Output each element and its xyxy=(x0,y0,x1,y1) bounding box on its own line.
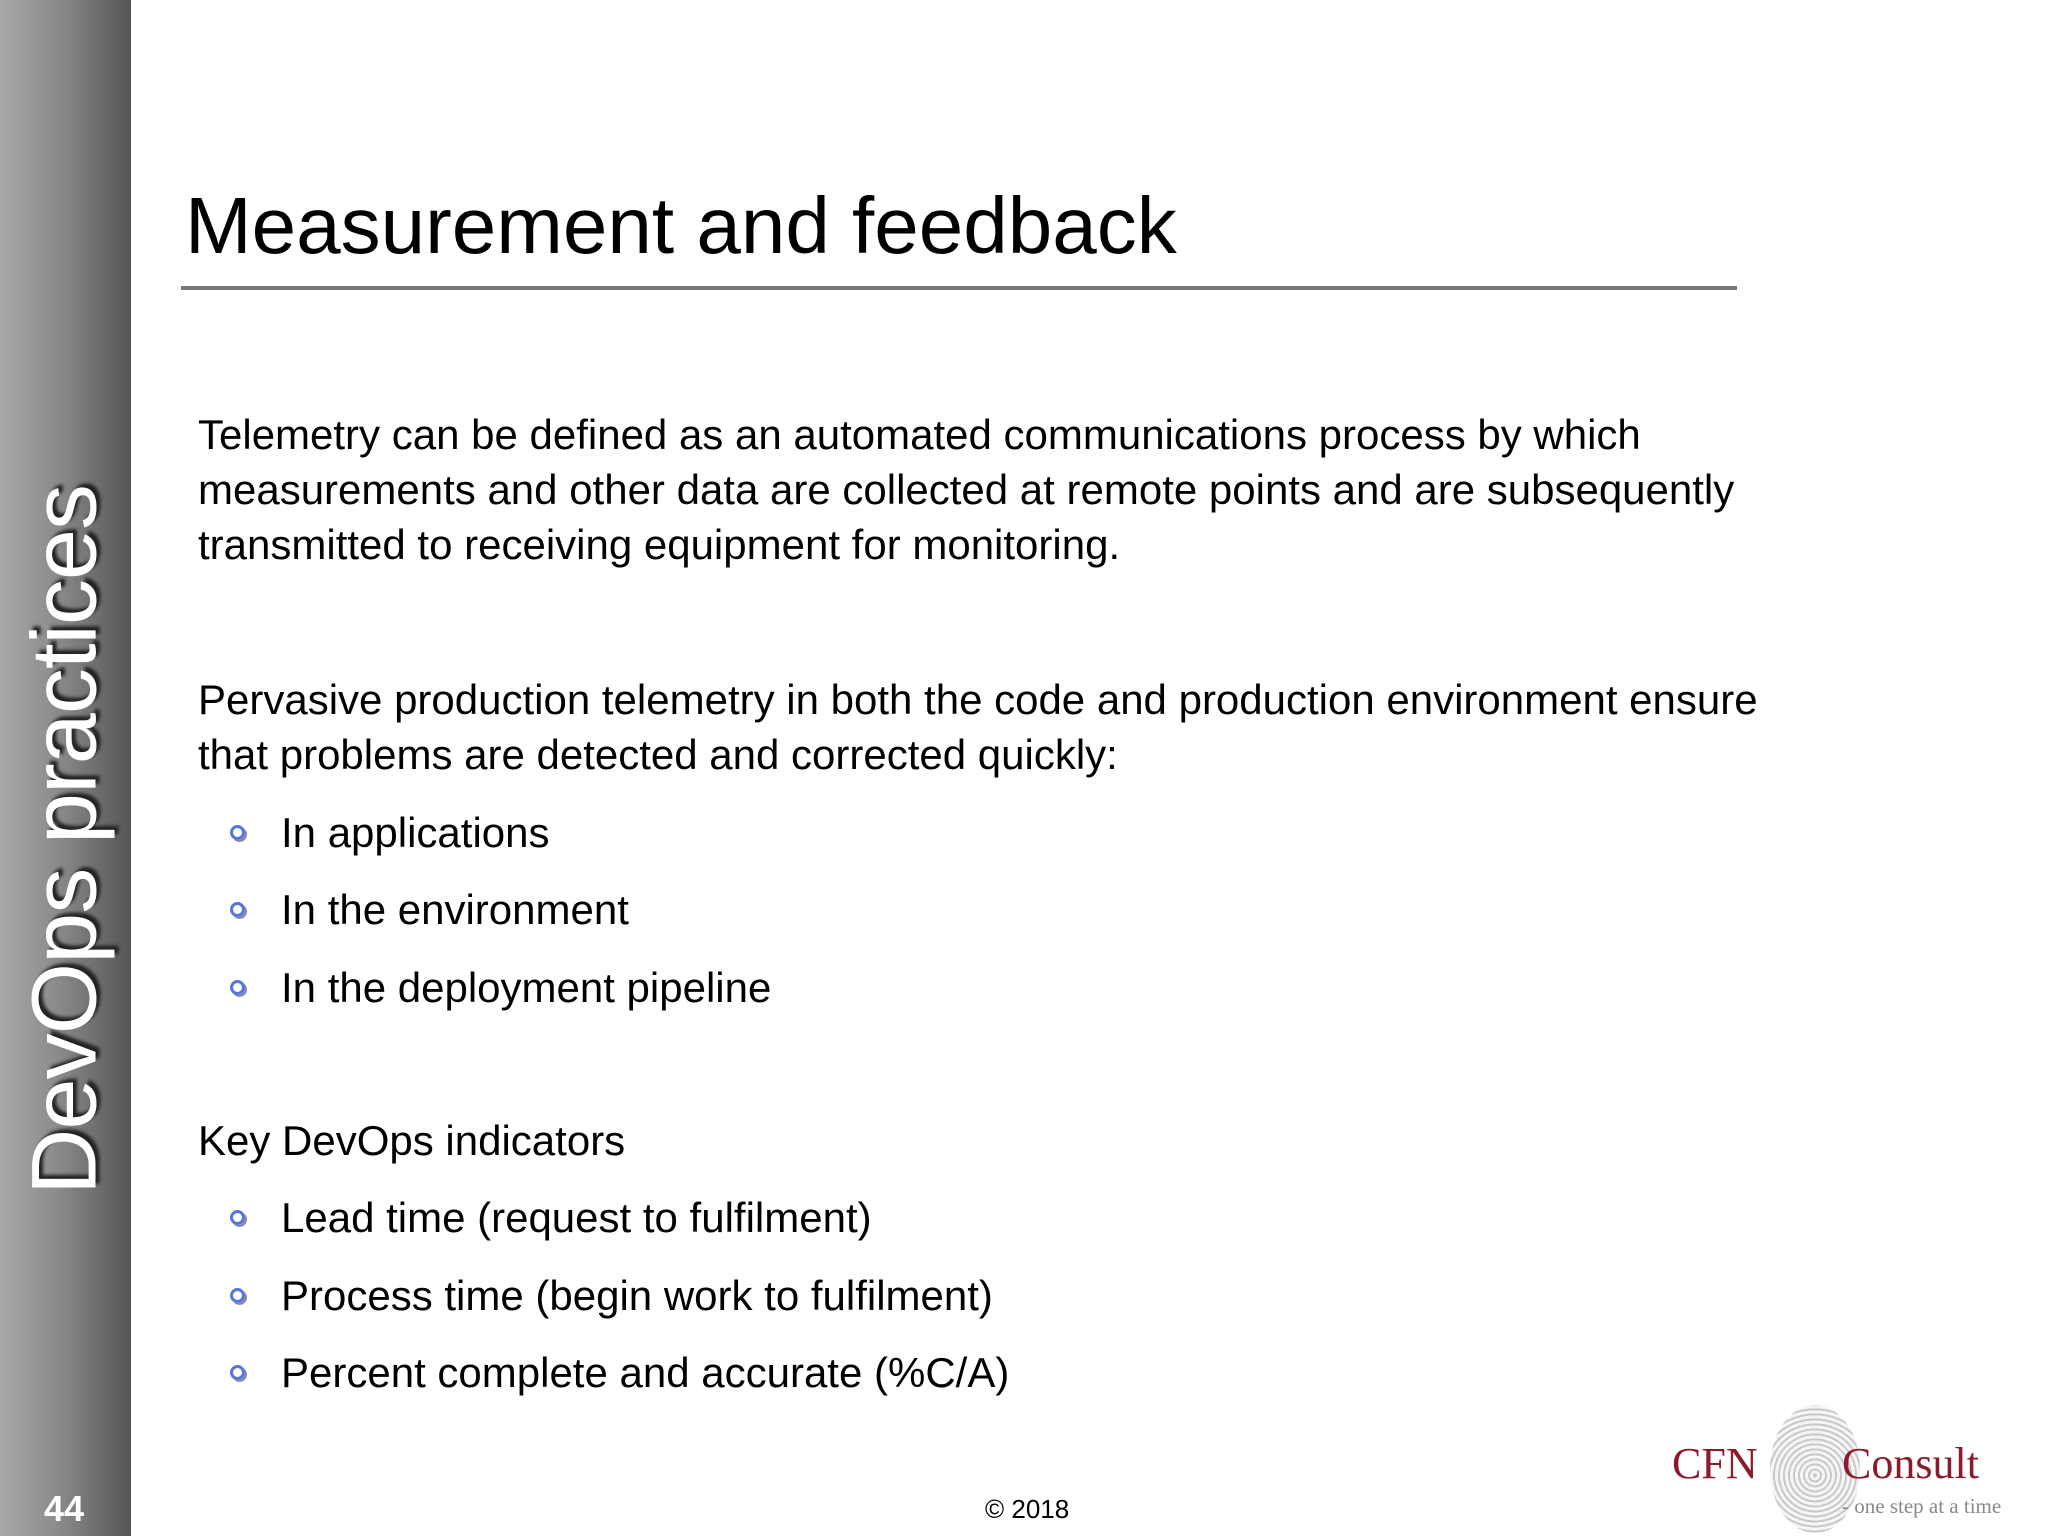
pervasive-paragraph xyxy=(198,672,1998,782)
title-divider xyxy=(181,286,1737,290)
logo-text-right: Consult xyxy=(1842,1439,1979,1488)
list-item-text: In the deployment pipeline xyxy=(281,964,772,1011)
text-line: Pervasive production telemetry in both the code and production environment ensure xyxy=(198,676,1758,723)
list-item xyxy=(198,805,550,860)
logo-tagline: - one step at a time xyxy=(1842,1494,2002,1518)
list-item xyxy=(198,1190,872,1245)
bullet-circle-icon xyxy=(230,1288,245,1303)
list-item-text: Process time (begin work to fulfilment) xyxy=(281,1272,993,1319)
copyright: © 2018 xyxy=(985,1494,1070,1524)
text-line: that problems are detected and corrected quickly: xyxy=(198,731,1118,778)
cfn-consult-logo xyxy=(1670,1400,2045,1536)
list-item-text: Percent complete and accurate (%C/A) xyxy=(281,1349,1010,1396)
sidebar xyxy=(0,0,131,1536)
bullet-circle-icon xyxy=(230,1210,245,1225)
logo-text-left: CFN xyxy=(1672,1439,1758,1488)
indicators-heading: Key DevOps indicators xyxy=(198,1117,626,1164)
section-title: DevOps practices xyxy=(13,484,116,1196)
page-number: 44 xyxy=(44,1488,85,1529)
list-item xyxy=(198,1345,1009,1400)
list-item-text: In applications xyxy=(281,809,550,856)
text-line: measurements and other data are collected at remote points and are subsequently xyxy=(198,466,1735,513)
list-item xyxy=(198,960,771,1015)
bullet-circle-icon xyxy=(230,902,245,917)
list-item xyxy=(198,1268,993,1323)
bullet-circle-icon xyxy=(230,825,245,840)
bullet-circle-icon xyxy=(230,980,245,995)
list-item xyxy=(198,882,629,937)
text-line: transmitted to receiving equipment for monitoring. xyxy=(198,521,1121,568)
bullet-circle-icon xyxy=(230,1365,245,1380)
telemetry-paragraph xyxy=(198,407,1998,572)
list-item-text: Lead time (request to fulfilment) xyxy=(281,1194,872,1241)
list-item-text: In the environment xyxy=(281,886,629,933)
text-line: Telemetry can be defined as an automated communications process by which xyxy=(198,411,1641,458)
slide-title: Measurement and feedback xyxy=(185,181,1177,270)
